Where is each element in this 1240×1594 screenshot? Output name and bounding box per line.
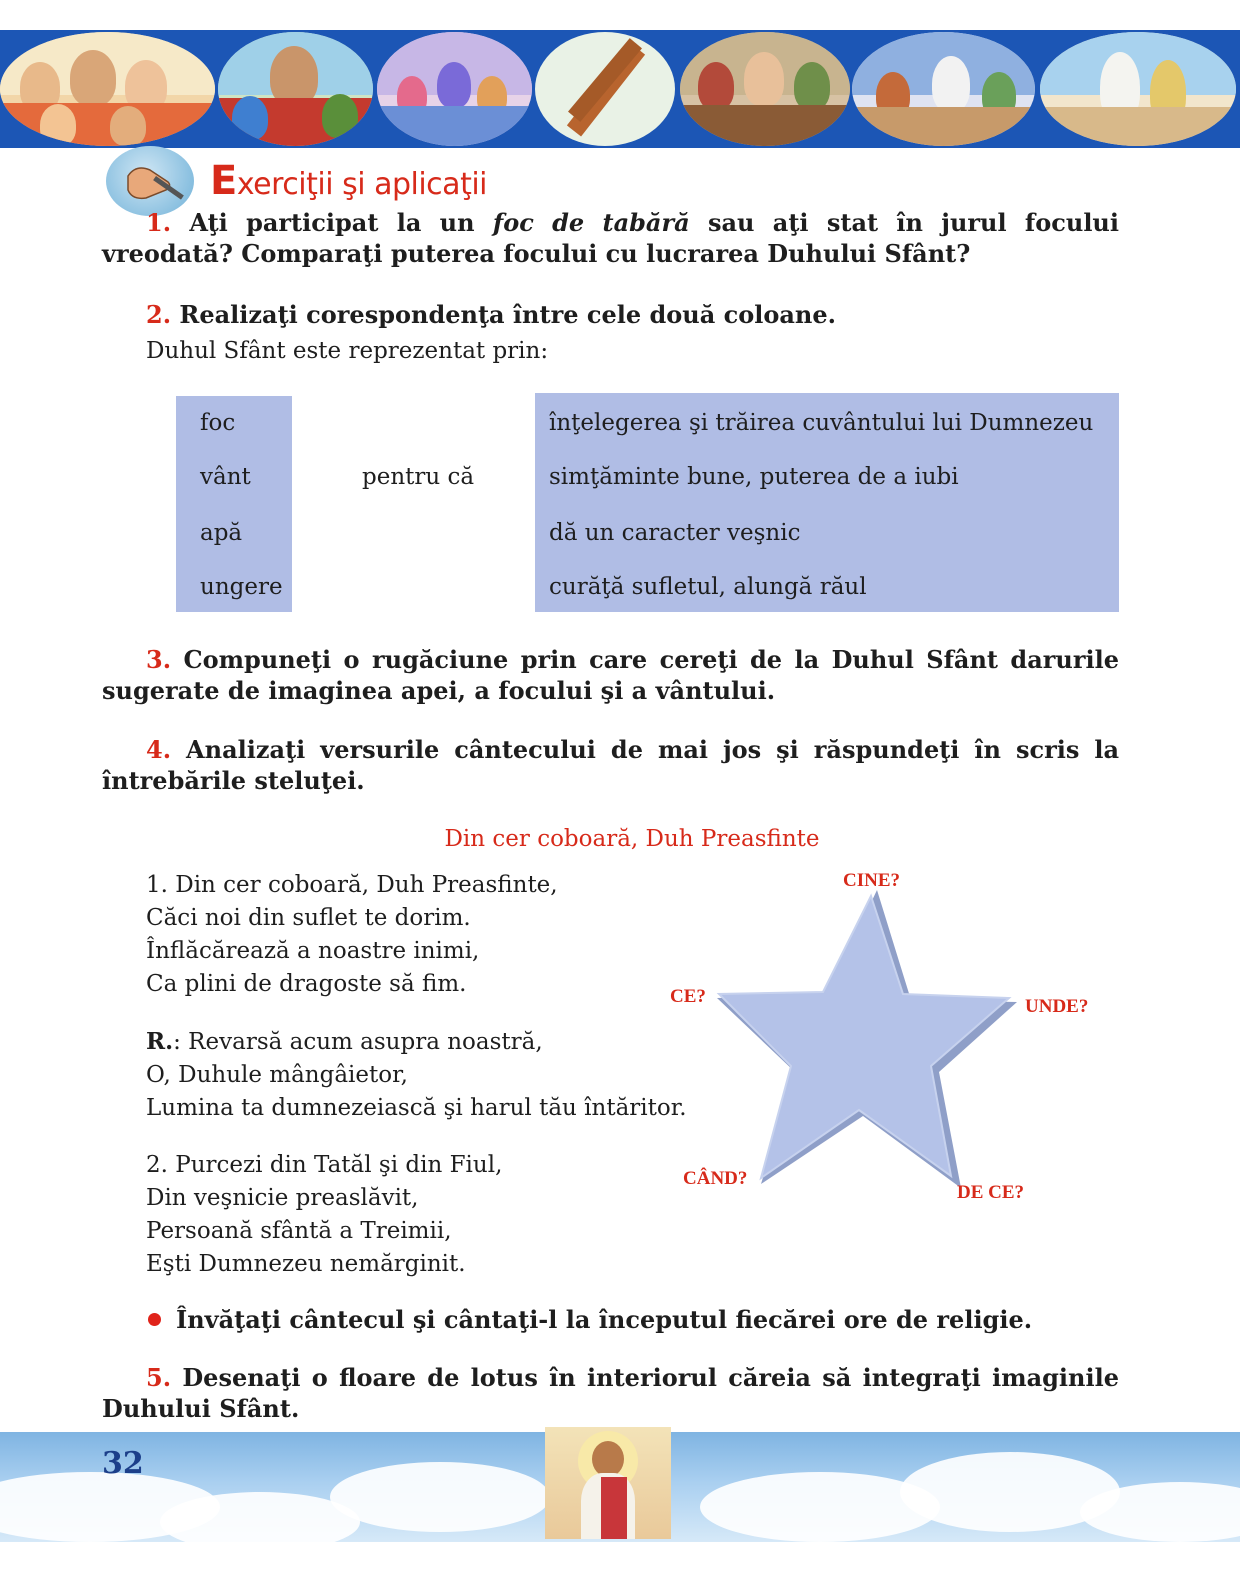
- banner-illustration-last-supper: [680, 32, 850, 146]
- star-label-left: CE?: [670, 986, 706, 1007]
- matching-right-item: curăţă sufletul, alungă răul: [549, 574, 867, 600]
- song-line: [146, 1025, 687, 1059]
- bullet-icon: [148, 1313, 161, 1326]
- section-title: [210, 158, 487, 204]
- banner-illustration-temple: [852, 32, 1035, 146]
- song-line: Din veşnicie preaslăvit,: [146, 1185, 419, 1211]
- question-4-text: Analizaţi versurile cântecului de mai jos şi răspundeţi în scris la întrebările steluţei.: [102, 735, 1119, 795]
- matching-left-item: foc: [200, 410, 236, 436]
- question-2-number: 2.: [146, 300, 172, 329]
- matching-left-item: vânt: [200, 464, 251, 490]
- refrain-label: R.: [146, 1028, 174, 1055]
- question-4: [102, 734, 1119, 796]
- writing-hand-icon: [106, 146, 194, 216]
- question-4-number: 4.: [146, 735, 172, 764]
- question-3-text: Compuneţi o rugăciune prin care cereţi de la Duhul Sfânt darurile sugerate de imaginea apei, a focului şi a vântului.: [102, 645, 1119, 705]
- question-5: [102, 1362, 1119, 1424]
- question-2-subtext: Duhul Sfânt este reprezentat prin:: [146, 338, 549, 364]
- matching-right-item: dă un caracter veşnic: [549, 520, 801, 546]
- title-rest: xerciţii şi aplicaţii: [236, 167, 487, 202]
- song-verse-2: [146, 1149, 502, 1281]
- song-line: Căci noi din suflet te dorim.: [146, 905, 471, 931]
- star-shape: [719, 896, 1009, 1178]
- matching-right-item: simţăminte bune, puterea de a iubi: [549, 464, 959, 490]
- matching-left-item: apă: [200, 520, 243, 546]
- song-line: Eşti Dumnezeu nemărginit.: [146, 1251, 466, 1277]
- matching-left-item: ungere: [200, 574, 283, 600]
- question-1-text-a: Aţi participat la un: [171, 208, 493, 237]
- banner-illustration-children: [0, 32, 215, 146]
- refrain-line-text: : Revarsă acum asupra noastră,: [173, 1029, 543, 1055]
- song-line: Ca plini de dragoste să fim.: [146, 971, 467, 997]
- question-1-text-b: sau aţi stat în jurul focului vreodată? Comparaţi puterea focului cu lucrarea Duhului Sfânt?: [102, 208, 1119, 268]
- banner-illustration-crowd: [377, 32, 532, 146]
- song-line: Lumina ta dumnezeiască şi harul tău întăritor.: [146, 1095, 687, 1121]
- star-label-bottom-right: DE CE?: [957, 1182, 1025, 1203]
- question-3: [102, 644, 1119, 706]
- song-refrain: [146, 1025, 687, 1125]
- question-1: [102, 207, 1119, 269]
- song-line: 1. Din cer coboară, Duh Preasfinte,: [146, 872, 558, 898]
- star-label-right: UNDE?: [1025, 996, 1089, 1017]
- song-title: Din cer coboară, Duh Preasfinte: [444, 826, 820, 852]
- matching-connector: pentru că: [362, 464, 475, 490]
- song-verse-1: [146, 869, 558, 1001]
- page-number: 32: [102, 1446, 144, 1481]
- question-1-italic-phrase: foc de tabără: [492, 208, 690, 237]
- question-3-number: 3.: [146, 645, 172, 674]
- question-star-diagram: [665, 866, 1105, 1212]
- bullet-instruction: Învăţaţi cântecul şi cântaţi-l la începutul fiecărei ore de religie.: [176, 1305, 1033, 1334]
- star-label-top: CINE?: [843, 870, 901, 891]
- banner-illustration-jesus-walking: [1040, 32, 1236, 146]
- question-5-text: Desenaţi o floare de lotus în interiorul căreia să integraţi imaginile Duhului Sfânt.: [102, 1363, 1119, 1423]
- banner-illustration-cross: [535, 32, 675, 146]
- star-label-bottom-left: CÂND?: [683, 1168, 748, 1189]
- song-line: Persoană sfântă a Treimii,: [146, 1218, 452, 1244]
- title-initial: E: [210, 158, 237, 204]
- matching-right-item: înţelegerea şi trăirea cuvântului lui Dumnezeu: [549, 410, 1094, 436]
- question-2-text: Realizaţi corespondenţa între cele două coloane.: [171, 300, 836, 329]
- footer-jesus-illustration: [545, 1427, 671, 1539]
- song-line: O, Duhule mângâietor,: [146, 1062, 408, 1088]
- question-2: [146, 299, 1119, 330]
- banner-illustration-jesus-teaching: [218, 32, 373, 146]
- song-line: 2. Purcezi din Tatăl şi din Fiul,: [146, 1152, 503, 1178]
- question-1-number: 1.: [146, 208, 172, 237]
- top-banner-illustrations: [0, 30, 1240, 148]
- question-5-number: 5.: [146, 1363, 172, 1392]
- song-line: Înflăcărează a noastre inimi,: [146, 938, 480, 964]
